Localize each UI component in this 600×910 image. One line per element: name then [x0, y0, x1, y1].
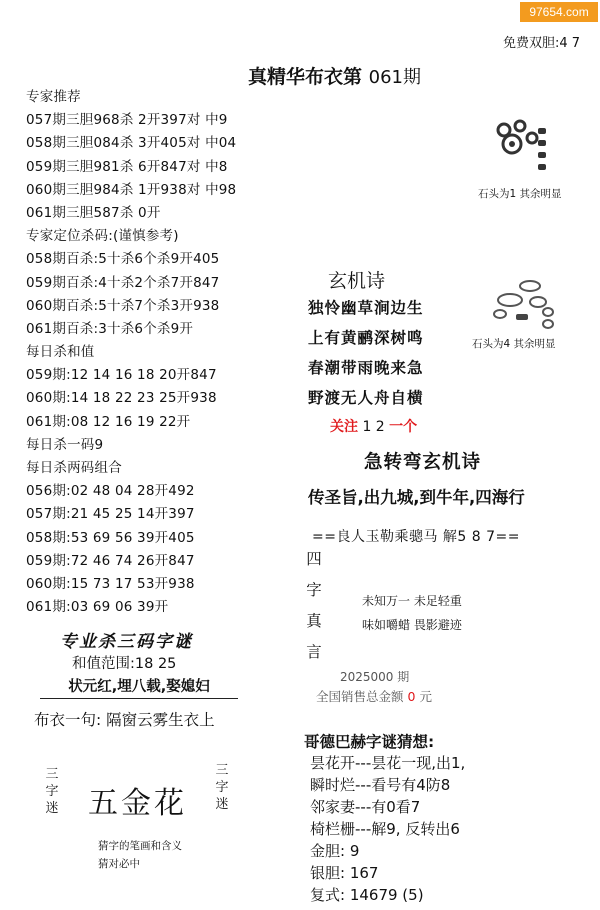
recommendation-line: 059期三胆981杀 6开847对 中8 — [26, 158, 228, 175]
brain-teaser-title: 急转弯玄机诗 — [364, 452, 482, 473]
recommendation-line: 专家推荐 — [26, 89, 81, 105]
recommendation-line: 059期:72 46 74 26开847 — [26, 552, 195, 569]
three-char-riddle-label-left: 三字迷 — [45, 767, 59, 816]
recommendation-line: 每日杀两码组合 — [26, 460, 122, 476]
recommendation-line: 060期百杀:5十杀7个杀3开938 — [26, 297, 220, 314]
recommendation-line: 061期:03 69 06 39开 — [26, 599, 169, 616]
title-text: 真精华布衣第 — [248, 66, 363, 88]
poem-line: 独怜幽草涧边生 — [308, 299, 424, 317]
riddle-hint-2: 猜对必中 — [98, 858, 140, 870]
riddle-text: 状元红,埋八载,娶媳妇 — [40, 672, 238, 699]
stone-puzzle-image-2 — [486, 278, 560, 336]
liangren-line: ==良人玉勒乘骢马 解5 8 7== — [312, 529, 520, 545]
stone-caption-2: 石头为4 其余明显 — [472, 338, 556, 350]
stone-caption-1: 石头为1 其余明显 — [478, 188, 562, 200]
follow-tail: 一个 — [389, 419, 418, 435]
follow-line — [330, 416, 417, 436]
goldbach-riddle-item: 金胆: 9 — [310, 842, 360, 860]
brain-teaser-text: 传圣旨,出九城,到牛年,四海行 — [308, 488, 525, 507]
special-riddle-title: 专业杀三码字谜 — [60, 632, 193, 652]
recommendation-line: 058期:53 69 56 39开405 — [26, 529, 195, 546]
goldbach-riddle-list — [310, 752, 600, 906]
riddle-hint: 猜字的笔画和含义 — [98, 840, 182, 852]
riddle-answer: 五金花 — [88, 786, 187, 821]
follow-label: 关注 — [330, 419, 358, 435]
sales-value: 0 — [407, 689, 416, 704]
goldbach-riddle-item: 昙花开---昙花一现,出1, — [310, 754, 466, 772]
site-watermark: 97654.com — [520, 2, 598, 22]
recommendation-line: 每日杀和值 — [26, 344, 95, 361]
recommendation-line: 059期:12 14 16 18 20开847 — [26, 367, 217, 384]
sales-unit: 元 — [419, 689, 432, 704]
recommendation-line: 060期三胆984杀 1开938对 中98 — [26, 181, 237, 198]
poem-line: 野渡无人舟自横 — [308, 389, 424, 407]
four-char-label-char: 字 — [306, 581, 322, 599]
sales-label: 全国销售总金额 — [316, 689, 404, 704]
recommendation-line: 057期三胆968杀 2开397对 中9 — [26, 112, 228, 129]
follow-digits: 1 2 — [362, 419, 385, 435]
goldbach-riddle-item: 复式: 14679 (5) — [310, 886, 424, 904]
three-char-riddle-label-right: 三字迷 — [215, 763, 229, 812]
stone-puzzle-image-1 — [490, 118, 554, 184]
recommendation-line: 056期:02 48 04 28开492 — [26, 483, 195, 500]
recommendation-line: 061期百杀:3十杀6个杀9开 — [26, 320, 194, 337]
recommendation-line: 060期:15 73 17 53开938 — [26, 575, 195, 592]
recommendation-line: 058期三胆084杀 3开405对 中04 — [26, 135, 237, 152]
goldbach-riddle-item: 邻家妻---有0看7 — [310, 798, 421, 816]
recommendation-line: 059期百杀:4十杀2个杀7开847 — [26, 274, 220, 291]
expert-recommendations — [26, 86, 286, 619]
poem-line: 春潮带雨晚来急 — [308, 359, 424, 377]
title-issue: 061期 — [368, 67, 421, 88]
recommendation-line: 061期三胆587杀 0开 — [26, 204, 161, 221]
truth-words-line: 味如嚼蜡 畏影避迹 — [362, 618, 462, 632]
goldbach-riddle-item: 瞬时烂---看号有4防8 — [310, 776, 451, 794]
free-pair-text: 免费双胆:4 7 — [502, 36, 580, 51]
recommendation-line: 057期:21 45 25 14开397 — [26, 506, 195, 523]
sum-range-text: 和值范围:18 25 — [72, 656, 177, 672]
national-sales-total — [316, 687, 432, 705]
truth-words-line: 未知万一 未足轻重 — [362, 594, 462, 608]
four-char-label-char: 真 — [306, 612, 322, 630]
recommendation-line: 058期百杀:5十杀6个杀9开405 — [26, 251, 220, 268]
buyi-sentence: 布衣一句: 隔窗云雾生衣上 — [34, 711, 215, 729]
four-char-label-char: 四 — [306, 550, 322, 568]
recommendation-line: 每日杀一码9 — [26, 436, 104, 453]
recommendation-line: 060期:14 18 22 23 25开938 — [26, 390, 217, 407]
recommendation-line: 专家定位杀码:(谨慎参考) — [26, 228, 179, 245]
recommendation-line: 061期:08 12 16 19 22开 — [26, 413, 191, 430]
issue-number: 2025000 期 — [340, 670, 410, 684]
goldbach-riddle-item: 银胆: 167 — [310, 864, 379, 882]
poem-title: 玄机诗 — [328, 270, 386, 292]
goldbach-riddle-title: 哥德巴赫字谜猜想: — [304, 733, 435, 751]
goldbach-riddle-item: 椅栏栅---解9, 反转出6 — [310, 820, 460, 838]
four-char-label — [304, 544, 324, 668]
page-title — [248, 62, 421, 89]
poem-line: 上有黄鹂深树鸣 — [308, 329, 424, 347]
four-char-label-char: 言 — [306, 643, 322, 661]
